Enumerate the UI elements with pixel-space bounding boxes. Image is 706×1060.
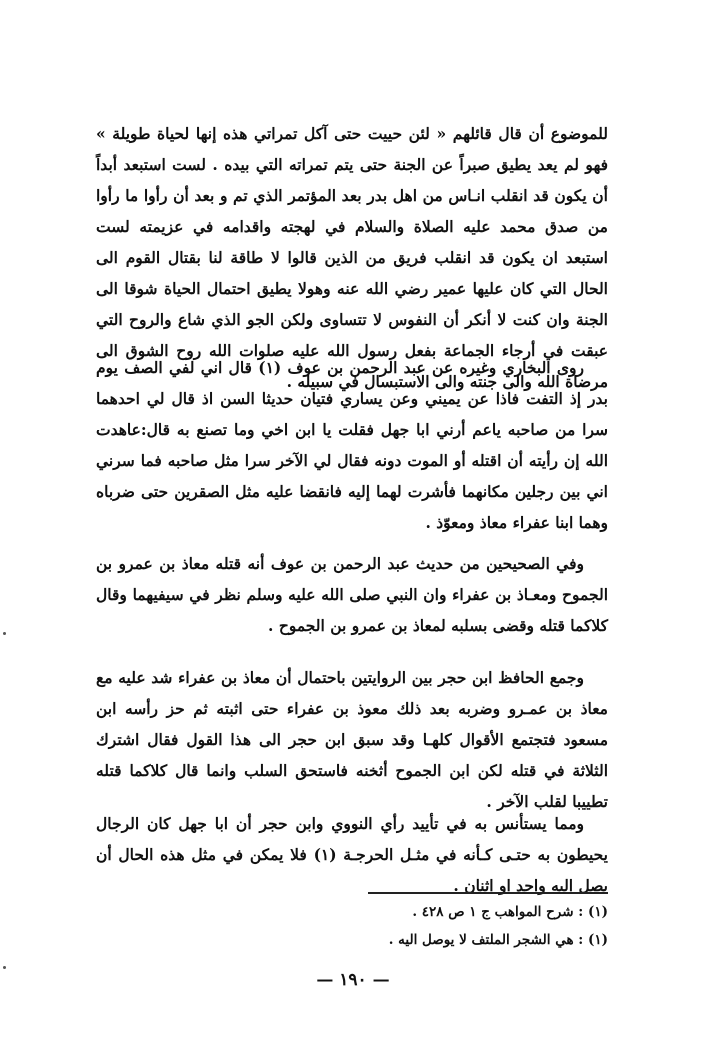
body-paragraph-4: [96, 662, 608, 817]
paragraph-text: وفي الصحيحين من حديث عبد الرحمن بن عوف أنه قتله معاذ بن عمرو بن الجموح ومعـاذ بن عفراء وان النبي صلى الله عليه وسلم نظر في سيفيهما وقال كلاكما قتله وقضى بسلبه لمعاذ بن عمرو بن الجموح .: [96, 554, 608, 635]
footnote-divider: [368, 892, 608, 894]
footnote-2: (١) : هي الشجر الملتف لا يوصل اليه .: [388, 932, 608, 948]
paragraph-text: روى البخاري وغيره عن عبد الرحمن بن عوف (١) قال اني لفي الصف يوم بدر إذ التفت فاذا عن يميني وعن يساري فتيان حديثا السن اذ قال لي احدهما سرا من صاحبه ياعم أرني ابا جهل فقلت يا ابن اخي وما تصنع به قال:عاهدت الله إن رأيته أن اقتله أو الموت دونه فقال لي الآخر سرا مثل صاحبه فما سرني اني بين رجلين مكانهما فأشرت لهما إليه فانقضا عليه مثل الصقرين حتى ضرباه وهما ابنا عفراء معاذ ومعوّذ .: [96, 358, 608, 532]
page-number: — ١٩٠ —: [316, 970, 390, 990]
paragraph-text: وجمع الحافظ ابن حجر بين الروايتين باحتمال أن معاذ بن عفراء شد عليه مع معاذ بن عمـرو وضربه بعد ذلك معوذ بن عفراء حتى اثبته ثم حز رأسه ابن مسعود فتجتمع الأقوال كلهـا وقد سبق ابن حجر الى هذا القول فقال اشترك الثلاثة في قتله لكن ابن الجموح أثخنه فاستحق السلب وانما قال كلاكما قتله تطييبا لقلب الآخر .: [96, 668, 608, 811]
paragraph-text: للموضوع أن قال قائلهم « لئن حييت حتى آكل تمراتي هذه إنها لحياة طويلة » فهو لم يعد يطيق صبراً عن الجنة حتى يتم تمراته التي بيده . لست استبعد أبداً أن يكون قد انقلب انـاس من اهل بدر بعد المؤتمر الذي تم و بعد أن رأوا ما رأوا من صدق محمد عليه الصلاة والسلام في لهجته واقدامه في عزيمته لست استبعد ان يكون قد انقلب فريق من الذين قالوا لا طاقة لنا بقتال القوم الى الحال التي كان عليها عمير رضي الله عنه وهولا يطيق احتمال الحياة شوقا الى الجنة وان كنت لا أنكر أن النفوس لا تتساوى ولكن الجو الذي شاع والروح التي عبقت في أرجاء الجماعة بفعل رسول الله عليه صلوات الله روح الشوق الى مرضاة الله والى جنته والى الاستبسال في سبيله .: [96, 124, 608, 391]
body-paragraph-3: [96, 548, 608, 641]
scan-speck: [3, 966, 6, 969]
scan-speck: [3, 632, 6, 635]
footnotes: [240, 898, 608, 954]
footnote-1: (١) : شرح المواهب ج ١ ص ٤٢٨ .: [412, 904, 608, 920]
paragraph-text: ومما يستأنس به في تأييد رأي النووي وابن حجر أن ابا جهل كان الرجال يحيطون به حتـى كـأنه في مثـل الحرجـة (١) فلا يمكن في مثل هذه الحال أن يصل اليه واحد او اثنان .: [96, 814, 608, 895]
body-paragraph-2: [96, 352, 608, 538]
body-paragraph-5: [96, 808, 608, 901]
